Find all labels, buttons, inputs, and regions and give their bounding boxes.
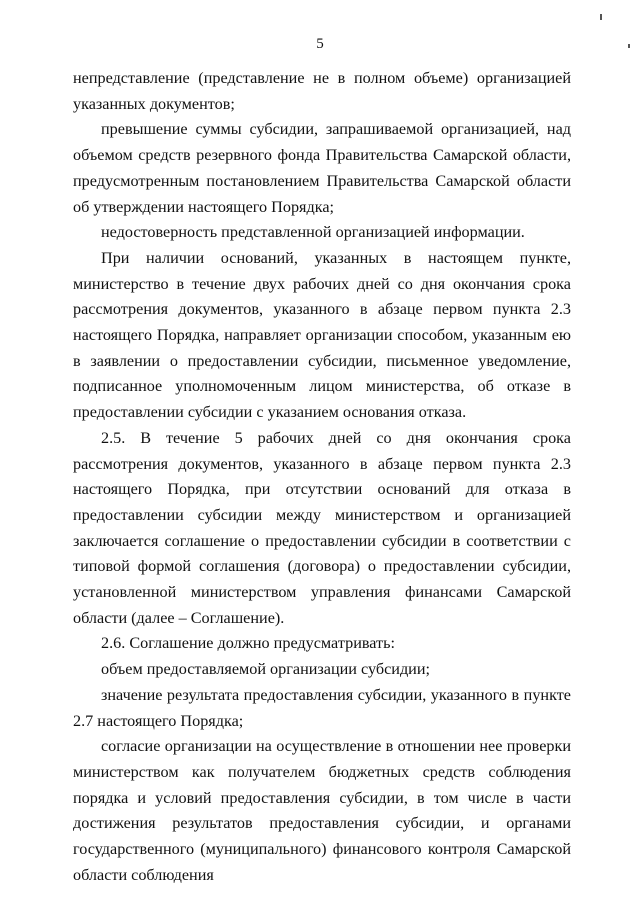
paragraph: превышение суммы субсидии, запрашиваемой организацией, над объемом средств резервного фонда Правительства Самарской области, предусмотренным постановлением Правительства Самарской области об утверждении настоящего Порядка; [73,120,571,216]
paragraph: значение результата предоставления субсидии, указанного в пункте 2.7 настоящего Порядка; [73,685,571,730]
document-body [73,66,571,889]
scan-artifact-mark [600,14,602,20]
paragraph: объем предоставляемой организации субсидии; [101,660,431,679]
paragraph: 2.6. Соглашение должно предусматривать: [101,634,396,653]
paragraph: недостоверность представленной организацией информации. [101,223,525,242]
paragraph: непредставление (представление не в полном объеме) организацией указанных документов; [73,69,571,113]
page-number: 5 [316,36,324,52]
paragraph: 2.5. В течение 5 рабочих дней со дня окончания срока рассмотрения документов, указанного в абзаце первом пункта 2.3 настоящего Порядка, при отсутствии оснований для отказа в предоставлении субсидии между министерством и организацией заключается соглашение о предоставлении субсидии в соответствии с типовой формой соглашения (договора) о предоставлении субсидии, установленной министерством управления финансами Самарской области (далее – Соглашение). [73,428,571,627]
paragraph: При наличии оснований, указанных в настоящем пункте, министерство в течение двух рабочих дней со дня окончания срока рассмотрения документов, указанного в абзаце первом пункта 2.3 настоящего Порядка, направляет организации способом, указанным ею в заявлении о предоставлении субсидии, письменное уведомление, подписанное уполномоченным лицом министерства, об отказе в предоставлении субсидии с указанием основания отказа. [73,248,571,422]
paragraph: согласие организации на осуществление в отношении нее проверки министерством как получателем бюджетных средств соблюдения порядка и условий предоставления субсидии, в том числе в части достижения результатов предоставления субсидии, и органами государственного (муниципального) финансового контроля Самарской области соблюдения [73,737,571,884]
